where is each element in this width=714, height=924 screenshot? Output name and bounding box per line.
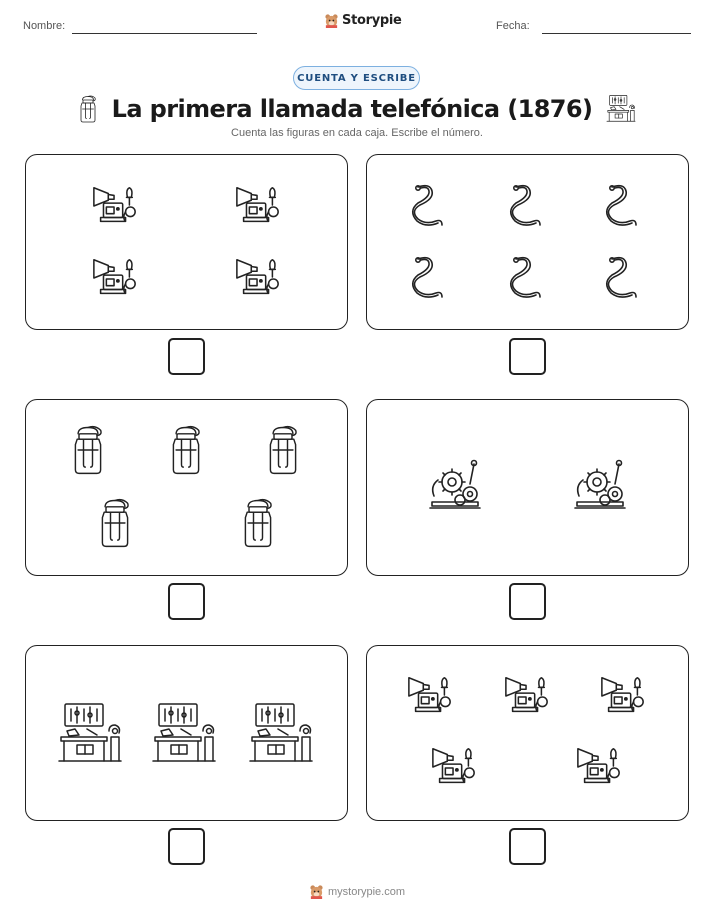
coiled-wire-icon [602,253,642,303]
activity-badge: CUENTA Y ESCRIBE [293,66,420,90]
name-field[interactable] [72,33,257,34]
date-field[interactable] [542,33,691,34]
coiled-wire-icon [408,253,448,303]
answer-box-6[interactable] [509,828,546,865]
gramophone-telephone-icon [90,182,140,230]
battery-jar-icon [168,424,204,476]
gear-machine-icon [571,458,629,514]
gramophone-telephone-icon [90,254,140,302]
workbench-icon [57,701,123,767]
counting-panel-6 [366,645,689,821]
coiled-wire-icon [408,181,448,231]
bear-mascot-icon [309,884,324,899]
gramophone-telephone-icon [502,672,552,720]
counting-panel-5 [25,645,348,821]
workbench-icon [606,94,636,124]
answer-box-5[interactable] [168,828,205,865]
answer-box-3[interactable] [168,583,205,620]
battery-jar-icon [97,497,133,549]
footer [0,884,714,899]
coiled-wire-icon [506,181,546,231]
battery-jar-icon [240,497,276,549]
bear-mascot-icon [324,13,339,28]
name-label: Nombre: [23,20,66,32]
gramophone-telephone-icon [405,672,455,720]
counting-panel-4 [366,399,689,576]
brand-logo [324,13,402,28]
footer-url[interactable]: mystorypie.com [327,885,406,898]
answer-box-1[interactable] [168,338,205,375]
gramophone-telephone-icon [598,672,648,720]
battery-jar-icon [70,424,106,476]
gear-machine-icon [426,458,484,514]
coiled-wire-icon [506,253,546,303]
battery-jar-icon [265,424,301,476]
title-row [0,92,714,126]
counting-panel-3 [25,399,348,576]
gramophone-telephone-icon [574,743,624,791]
instructions: Cuenta las figuras en cada caja. Escribe el número. [231,127,483,139]
coiled-wire-icon [602,181,642,231]
answer-box-2[interactable] [509,338,546,375]
gramophone-telephone-icon [429,743,479,791]
brand-name: Storypie [342,13,402,28]
counting-panel-1 [25,154,348,330]
gramophone-telephone-icon [233,182,283,230]
gramophone-telephone-icon [233,254,283,302]
battery-jar-icon [78,95,98,123]
counting-panel-2 [366,154,689,330]
answer-box-4[interactable] [509,583,546,620]
date-label: Fecha: [496,20,530,32]
workbench-icon [151,701,217,767]
workbench-icon [248,701,314,767]
page-title: La primera llamada telefónica (1876) [111,95,593,123]
